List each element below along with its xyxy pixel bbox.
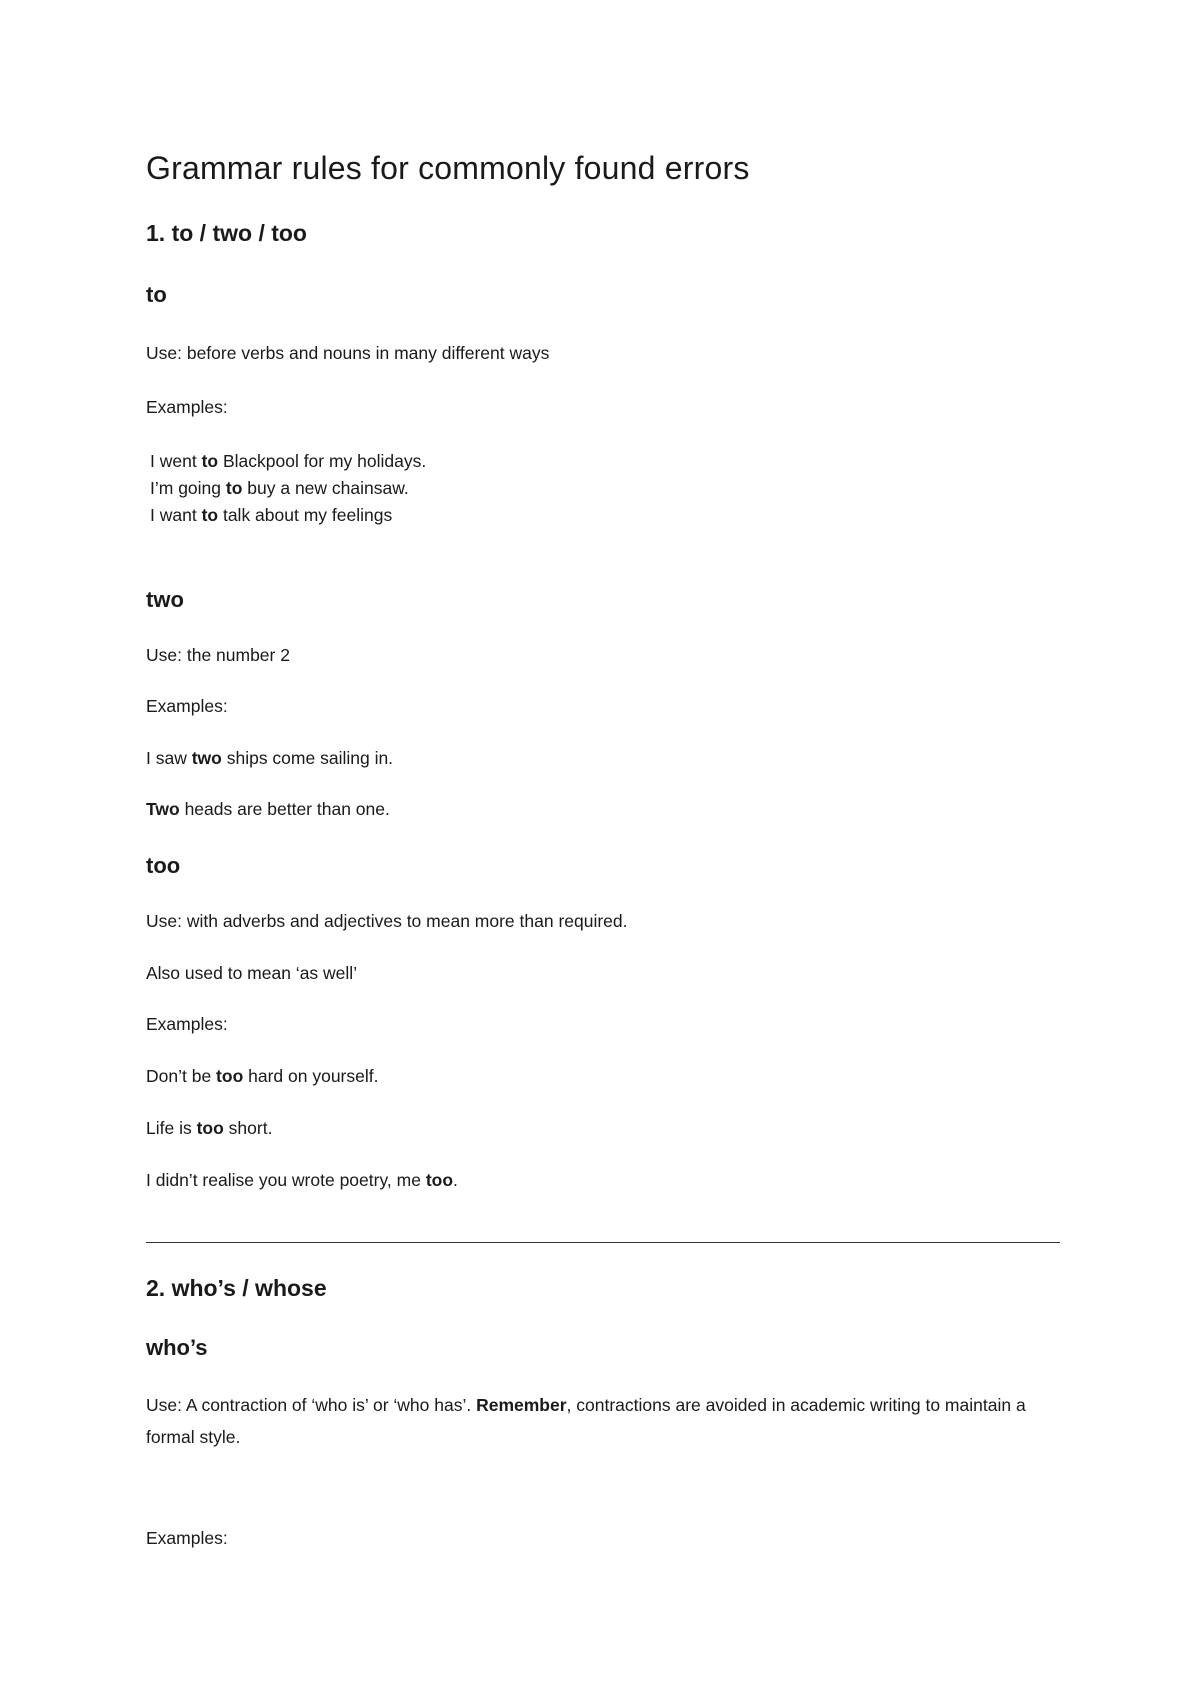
too-use-text: Use: with adverbs and adjectives to mean more than required.: [146, 911, 628, 931]
example-line: I went to Blackpool for my holidays.: [150, 451, 427, 471]
too-examples-label: Examples:: [146, 1014, 228, 1034]
two-examples-label: Examples:: [146, 696, 228, 716]
example-line: Two heads are better than one.: [146, 799, 390, 819]
whos-examples-label: Examples:: [146, 1528, 228, 1548]
example-line: I saw two ships come sailing in.: [146, 748, 394, 768]
section-1-heading: 1. to / two / too: [146, 220, 307, 246]
to-examples-label: Examples:: [146, 397, 228, 417]
too-also-text: Also used to mean ‘as well’: [146, 963, 358, 983]
example-line: Life is too short.: [146, 1118, 273, 1138]
example-line: I’m going to buy a new chainsaw.: [150, 478, 409, 498]
subheading-two: two: [146, 587, 184, 612]
to-use-text: Use: before verbs and nouns in many different ways: [146, 343, 550, 363]
two-use-text: Use: the number 2: [146, 645, 290, 665]
whos-use-text: Use: A contraction of ‘who is’ or ‘who has’. Remember, contractions are avoided in academic writing to maintain a formal style.: [146, 1395, 1026, 1447]
example-line: Don’t be too hard on yourself.: [146, 1066, 379, 1086]
example-line: I didn’t realise you wrote poetry, me too.: [146, 1170, 458, 1190]
horizontal-divider: [146, 1242, 1060, 1243]
example-line: I want to talk about my feelings: [150, 505, 393, 525]
subheading-too: too: [146, 853, 181, 878]
section-2-heading: 2. who’s / whose: [146, 1275, 327, 1301]
subheading-whos: who’s: [146, 1335, 208, 1360]
page-title: Grammar rules for commonly found errors: [146, 150, 750, 186]
subheading-to: to: [146, 282, 167, 307]
